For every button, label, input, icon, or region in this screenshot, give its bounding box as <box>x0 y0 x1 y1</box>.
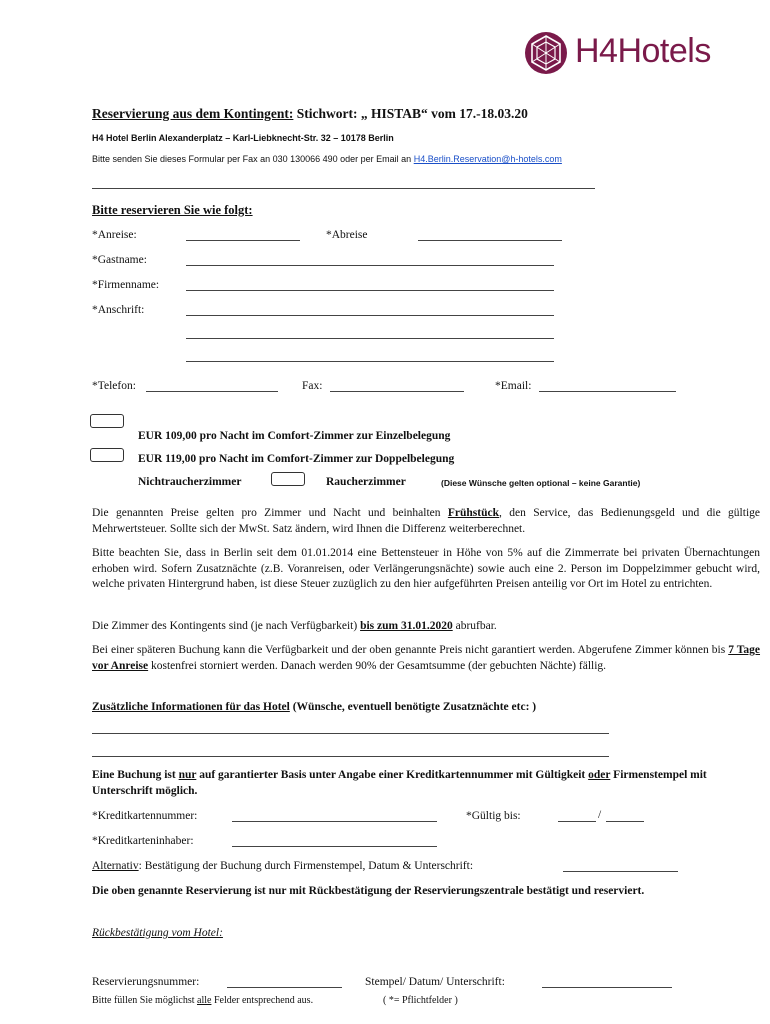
cancellation-paragraph <box>92 643 760 674</box>
arrival-field[interactable] <box>186 240 300 241</box>
additional-info-field-2[interactable] <box>92 756 609 757</box>
p3-text: Die Zimmer des Kontingents sind (je nach Verfügbarkeit) <box>92 620 361 632</box>
reservation-number-field[interactable] <box>227 987 342 988</box>
fax-label: Fax: <box>302 380 323 392</box>
fax-field[interactable] <box>330 391 464 392</box>
additional-info-title: Zusätzliche Informationen für das Hotel <box>92 701 290 713</box>
send-instructions <box>92 154 562 164</box>
h4-logo <box>523 30 735 78</box>
hotel-confirmation-heading: Rückbestätigung vom Hotel: <box>92 927 223 939</box>
address-field-3[interactable] <box>186 361 554 362</box>
p4-text: Bei einer späteren Buchung kann die Verfügbarkeit und der oben genannte Preis nicht garantiert werden. Abgerufene Zimmer können bis <box>92 644 729 656</box>
phone-field[interactable] <box>146 391 278 392</box>
non-smoking-checkbox[interactable] <box>271 472 305 486</box>
p1-text-rest: , den Service, das Bedienungsgeld und die gültige Mehrwertsteuer. Sollte sich der MwSt. Satz ändern, wird Ihnen die Differenz weiterberechnet. <box>92 507 761 535</box>
email-link[interactable]: H4.Berlin.Reservation@h-hotels.com <box>413 154 562 164</box>
p1-text: Die genannten Preise gelten pro Zimmer und Nacht und beinhalten <box>92 507 448 519</box>
alternative-desc: : Bestätigung der Buchung durch Firmenstempel, Datum & Unterschrift: <box>138 860 474 872</box>
reservation-number-label: Reservierungsnummer: <box>92 976 200 988</box>
alternative-text <box>92 860 473 872</box>
availability-paragraph <box>92 619 760 635</box>
departure-field[interactable] <box>418 240 562 241</box>
cc-text-or: oder <box>588 769 611 781</box>
breakfast-text: Frühstück <box>447 507 499 519</box>
deadline-text: bis zum 31.01.2020 <box>360 620 453 632</box>
footer-text-all: alle <box>197 995 212 1006</box>
p3-text-rest: abrufbar. <box>452 620 497 632</box>
stamp-field[interactable] <box>542 987 672 988</box>
company-label: *Firmenname: <box>92 279 160 291</box>
email-field[interactable] <box>539 391 676 392</box>
bed-tax-paragraph: Bitte beachten Sie, dass in Berlin seit dem 01.01.2014 eine Bettensteuer in Höhe von 5% auf die Zimmerrate bei privaten Übernachtungen erhoben wird. Sofern Zusatznächte (z.B. Voranreisen, oder Verlängerungsnächte) sowie auch eine 2. Person im Doppelzimmer gebucht wird, welche privaten Hintergrund haben, ist diese Steuer zuzüglich zu den hier aufgeführten Preisen anteilig vor Ort im Hotel zu entrichten. <box>92 547 760 590</box>
brand-name: H4Hotels <box>575 32 711 70</box>
arrival-label: *Anreise: <box>92 229 137 241</box>
address-field-1[interactable] <box>186 315 554 316</box>
cancel-days-text: 7 Tage vor Anreise <box>92 644 761 672</box>
price-paragraph <box>92 506 760 537</box>
email-label: *Email: <box>495 380 532 392</box>
footer-text-c: Felder entsprechend aus. <box>211 995 314 1006</box>
departure-label: *Abreise <box>326 229 368 241</box>
valid-separator: / <box>598 809 602 821</box>
cc-text-c: auf garantierter Basis unter Angabe einer Kreditkartennummer mit Gültigkeit <box>196 769 589 781</box>
header-divider <box>92 188 595 189</box>
title-rest: Stichwort: „ HISTAB“ vom 17.-18.03.20 <box>293 106 528 121</box>
optional-note: (Diese Wünsche gelten optional – keine Garantie) <box>441 478 641 488</box>
p4-text-rest: kostenfrei storniert werden. Danach werden 90% der Gesamtsumme (der gebuchten Nächte) fällig. <box>148 659 607 672</box>
company-field[interactable] <box>186 290 554 291</box>
additional-info-field-1[interactable] <box>92 733 609 734</box>
double-room-label: EUR 119,00 pro Nacht im Comfort-Zimmer zur Doppelbelegung <box>138 453 455 465</box>
valid-year-field[interactable] <box>606 821 644 822</box>
page-title <box>92 106 528 122</box>
single-room-label: EUR 109,00 pro Nacht im Comfort-Zimmer zur Einzelbelegung <box>138 430 451 442</box>
alternative-label: Alternativ <box>92 860 139 872</box>
card-number-field[interactable] <box>232 821 437 822</box>
card-holder-label: *Kreditkarteninhaber: <box>92 835 194 847</box>
smoking-label: Raucherzimmer <box>326 476 406 488</box>
form-heading: Bitte reservieren Sie wie folgt: <box>92 203 253 217</box>
non-smoking-label: Nichtraucherzimmer <box>138 476 242 488</box>
valid-until-label: *Gültig bis: <box>466 810 521 822</box>
alternative-field[interactable] <box>563 871 678 872</box>
confirmation-note: Die oben genannte Reservierung ist nur mit Rückbestätigung der Reservierungszentrale bestätigt und reserviert. <box>92 885 645 897</box>
cc-text-a: Eine Buchung ist <box>92 769 179 781</box>
guest-field[interactable] <box>186 265 554 266</box>
hotel-address: H4 Hotel Berlin Alexanderplatz – Karl-Liebknecht-Str. 32 – 10178 Berlin <box>92 133 394 143</box>
footer-text-a: Bitte füllen Sie möglichst <box>92 995 197 1006</box>
additional-info-heading <box>92 701 536 713</box>
send-text: Bitte senden Sie dieses Formular per Fax an 030 130066 490 oder per Email an <box>92 154 414 164</box>
cc-text-only: nur <box>178 769 197 781</box>
single-room-checkbox[interactable] <box>90 414 124 428</box>
card-number-label: *Kreditkartennummer: <box>92 810 198 822</box>
required-fields-note: ( *= Pflichtfelder ) <box>383 995 458 1006</box>
title-underlined: Reservierung aus dem Kontingent: <box>92 106 294 121</box>
cc-text-e: Firmenstempel mit Unterschrift möglich. <box>92 769 707 797</box>
logo-emblem-icon <box>523 30 569 76</box>
credit-card-requirement <box>92 768 732 799</box>
double-room-checkbox[interactable] <box>90 448 124 462</box>
valid-month-field[interactable] <box>558 821 596 822</box>
stamp-label: Stempel/ Datum/ Unterschrift: <box>365 976 505 988</box>
address-field-2[interactable] <box>186 338 554 339</box>
footer-note <box>92 995 313 1006</box>
card-holder-field[interactable] <box>232 846 437 847</box>
guest-label: *Gastname: <box>92 254 147 266</box>
additional-info-hint: (Wünsche, eventuell benötigte Zusatznächte etc: ) <box>289 701 537 713</box>
phone-label: *Telefon: <box>92 380 136 392</box>
address-label: *Anschrift: <box>92 304 145 316</box>
